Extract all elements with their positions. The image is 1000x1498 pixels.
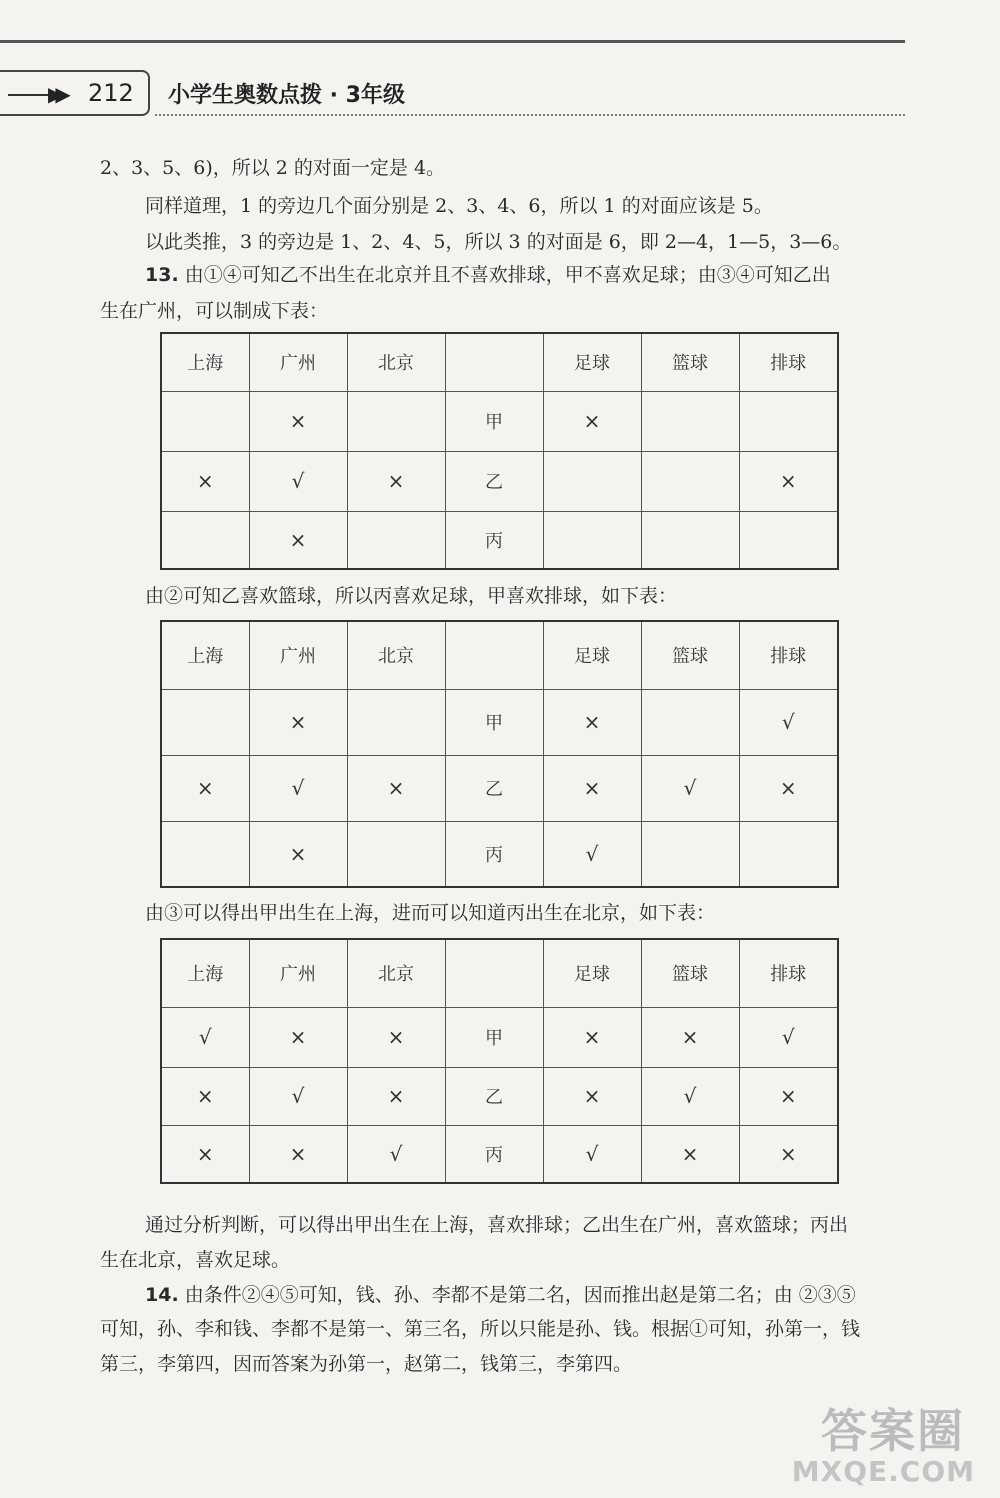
mark-cell: × xyxy=(161,1125,249,1183)
mark-cell xyxy=(641,511,739,569)
mark-cell xyxy=(543,511,641,569)
mark-cell: × xyxy=(641,1125,739,1183)
mark-cell: × xyxy=(739,1067,838,1125)
header-cell: 广州 xyxy=(249,333,347,391)
mark-cell xyxy=(161,511,249,569)
page-number-tab xyxy=(0,70,150,116)
header-dotted-rule xyxy=(155,114,905,116)
table-1 xyxy=(160,332,839,570)
header-cell xyxy=(445,333,543,391)
header-cell: 排球 xyxy=(739,939,838,1007)
table-row xyxy=(161,821,838,887)
mark-cell: √ xyxy=(249,1067,347,1125)
mark-cell: √ xyxy=(641,1067,739,1125)
mark-cell xyxy=(641,689,739,755)
question-14-line-1 xyxy=(145,1282,856,1308)
mark-cell: × xyxy=(161,451,249,511)
mark-cell: × xyxy=(249,689,347,755)
mark-cell: √ xyxy=(161,1007,249,1067)
mark-cell xyxy=(161,689,249,755)
header-cell: 排球 xyxy=(739,621,838,689)
person-cell: 乙 xyxy=(445,451,543,511)
mark-cell xyxy=(347,391,445,451)
header-cell: 篮球 xyxy=(641,621,739,689)
header-cell xyxy=(445,621,543,689)
paragraph-1: 2、3、5、6)，所以 2 的对面一定是 4。 xyxy=(100,157,446,179)
table-row xyxy=(161,689,838,755)
mark-cell: × xyxy=(543,1007,641,1067)
after-table-1-text: 由②可知乙喜欢篮球，所以丙喜欢足球，甲喜欢排球，如下表： xyxy=(145,585,678,607)
mark-cell: × xyxy=(161,755,249,821)
mark-cell: × xyxy=(347,1007,445,1067)
table-3 xyxy=(160,938,839,1184)
question-14-line-3: 第三，李第四，因而答案为孙第一，赵第二，钱第三，李第四。 xyxy=(100,1353,633,1375)
header-cell: 广州 xyxy=(249,939,347,1007)
mark-cell: √ xyxy=(543,821,641,887)
person-cell: 甲 xyxy=(445,391,543,451)
question-14-line-2: 可知，孙、李和钱、李都不是第一、第三名，所以只能是孙、钱。根据①可知，孙第一，钱 xyxy=(100,1318,861,1340)
person-cell: 丙 xyxy=(445,511,543,569)
mark-cell xyxy=(161,821,249,887)
table-row xyxy=(161,511,838,569)
table-row xyxy=(161,451,838,511)
mark-cell: √ xyxy=(249,451,347,511)
mark-cell: √ xyxy=(641,755,739,821)
conclusion-line-2: 生在北京，喜欢足球。 xyxy=(100,1249,291,1271)
mark-cell: √ xyxy=(249,755,347,821)
mark-cell xyxy=(543,451,641,511)
header-cell: 北京 xyxy=(347,621,445,689)
mark-cell: × xyxy=(543,1067,641,1125)
header-cell: 上海 xyxy=(161,333,249,391)
table-2 xyxy=(160,620,839,888)
header-cell: 上海 xyxy=(161,621,249,689)
person-cell: 乙 xyxy=(445,755,543,821)
page-header xyxy=(0,62,905,122)
mark-cell: × xyxy=(347,451,445,511)
header-cell: 足球 xyxy=(543,939,641,1007)
header-cell: 足球 xyxy=(543,333,641,391)
arrow-line xyxy=(8,94,50,96)
header-cell: 北京 xyxy=(347,333,445,391)
question-13-line-1 xyxy=(145,262,831,288)
top-rule xyxy=(0,40,905,43)
mark-cell: × xyxy=(249,511,347,569)
question-14-number: 14. xyxy=(145,1284,179,1306)
watermark-url: MXQE.COM xyxy=(791,1455,975,1488)
mark-cell: √ xyxy=(739,1007,838,1067)
double-arrow-icon: ▶▶ xyxy=(48,82,63,106)
mark-cell: √ xyxy=(543,1125,641,1183)
mark-cell: × xyxy=(543,391,641,451)
table-row xyxy=(161,1067,838,1125)
question-13-line-2: 生在广州，可以制成下表： xyxy=(100,300,329,322)
header-cell xyxy=(445,939,543,1007)
table-header-row xyxy=(161,939,838,1007)
table-header-row xyxy=(161,333,838,391)
mark-cell xyxy=(641,821,739,887)
person-cell: 丙 xyxy=(445,1125,543,1183)
watermark-logo: 答案圈 xyxy=(821,1404,965,1458)
mark-cell: × xyxy=(249,391,347,451)
mark-cell: × xyxy=(739,755,838,821)
mark-cell: × xyxy=(249,1125,347,1183)
mark-cell: × xyxy=(543,755,641,821)
table-row xyxy=(161,391,838,451)
mark-cell xyxy=(641,391,739,451)
header-cell: 篮球 xyxy=(641,939,739,1007)
mark-cell: √ xyxy=(739,689,838,755)
header-cell: 广州 xyxy=(249,621,347,689)
mark-cell xyxy=(347,689,445,755)
mark-cell: × xyxy=(739,1125,838,1183)
table-header-row xyxy=(161,621,838,689)
question-13-number: 13. xyxy=(145,264,179,286)
paragraph-2: 同样道理，1 的旁边几个面分别是 2、3、4、6，所以 1 的对面应该是 5。 xyxy=(145,195,773,217)
mark-cell: × xyxy=(161,1067,249,1125)
mark-cell: × xyxy=(249,821,347,887)
mark-cell: × xyxy=(739,451,838,511)
header-cell: 篮球 xyxy=(641,333,739,391)
mark-cell xyxy=(161,391,249,451)
after-table-2-text: 由③可以得出甲出生在上海，进而可以知道丙出生在北京，如下表： xyxy=(145,902,716,924)
mark-cell: × xyxy=(347,1067,445,1125)
mark-cell xyxy=(347,511,445,569)
mark-cell: × xyxy=(543,689,641,755)
person-cell: 丙 xyxy=(445,821,543,887)
question-14-text-1: 由条件②④⑤可知，钱、孙、李都不是第二名，因而推出赵是第二名；由 ②③⑤ xyxy=(184,1284,856,1306)
header-cell: 足球 xyxy=(543,621,641,689)
mark-cell xyxy=(641,451,739,511)
header-cell: 北京 xyxy=(347,939,445,1007)
page-number: 212 xyxy=(88,79,134,107)
mark-cell xyxy=(739,511,838,569)
book-title: 小学生奥数点拨 · 3年级 xyxy=(168,83,405,108)
mark-cell: × xyxy=(249,1007,347,1067)
mark-cell: × xyxy=(347,755,445,821)
person-cell: 甲 xyxy=(445,689,543,755)
header-cell: 上海 xyxy=(161,939,249,1007)
conclusion-line-1: 通过分析判断，可以得出甲出生在上海，喜欢排球；乙出生在广州，喜欢篮球；丙出 xyxy=(145,1214,849,1236)
mark-cell xyxy=(347,821,445,887)
mark-cell: √ xyxy=(347,1125,445,1183)
mark-cell: × xyxy=(641,1007,739,1067)
person-cell: 乙 xyxy=(445,1067,543,1125)
table-row xyxy=(161,1125,838,1183)
header-cell: 排球 xyxy=(739,333,838,391)
table-row xyxy=(161,755,838,821)
question-13-text-1: 由①④可知乙不出生在北京并且不喜欢排球，甲不喜欢足球；由③④可知乙出 xyxy=(184,264,831,286)
table-row xyxy=(161,1007,838,1067)
paragraph-3: 以此类推，3 的旁边是 1、2、4、5，所以 3 的对面是 6，即 2—4，1—5，3—6。 xyxy=(145,231,852,253)
mark-cell xyxy=(739,821,838,887)
mark-cell xyxy=(739,391,838,451)
person-cell: 甲 xyxy=(445,1007,543,1067)
